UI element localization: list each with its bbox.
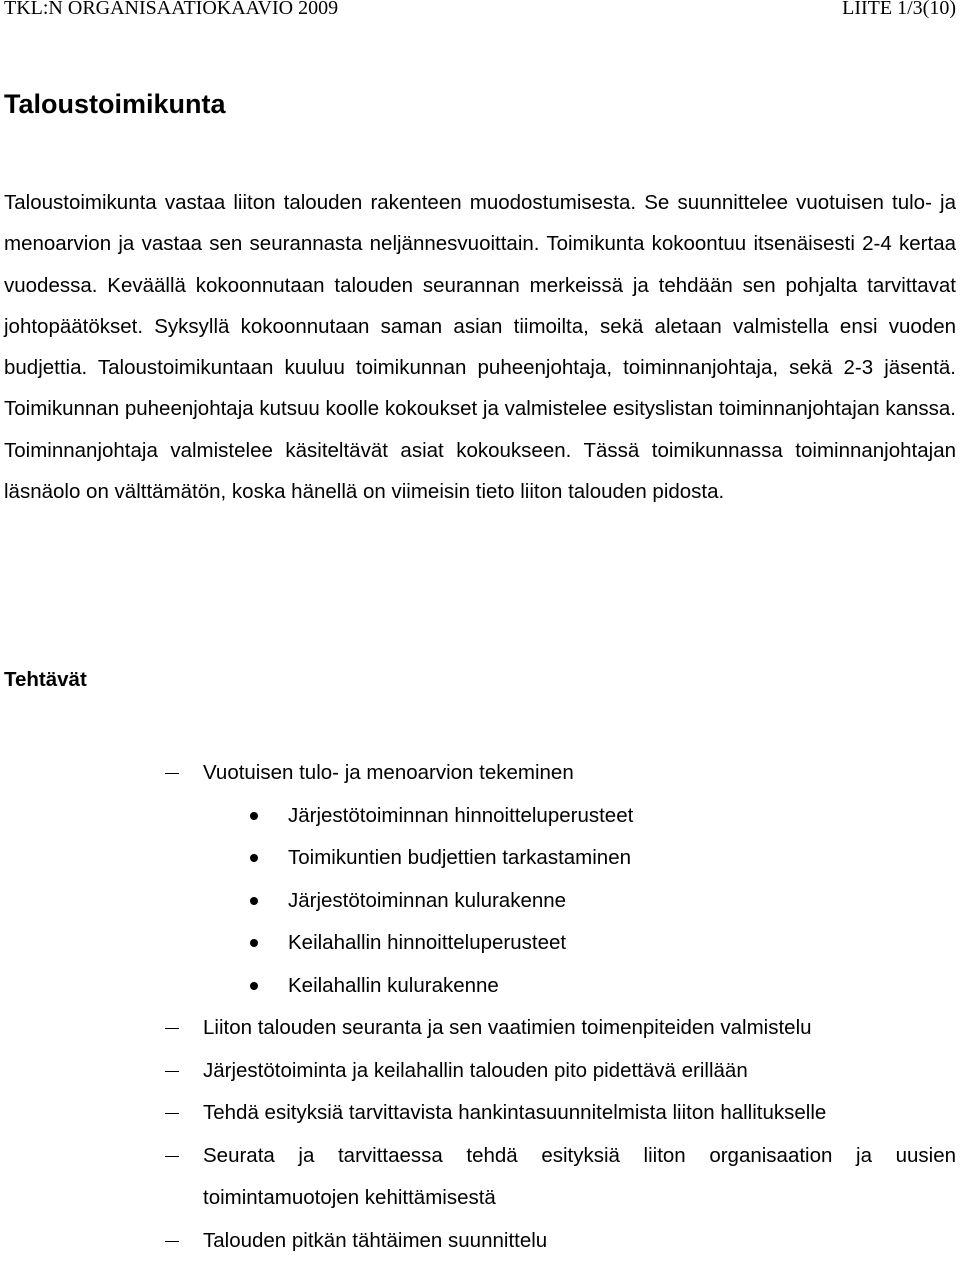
subtask-text: Keilahallin hinnoitteluperusteet — [288, 931, 566, 954]
task-text: Järjestötoiminta ja keilahallin talouden pito pidettävä erillään — [203, 1059, 748, 1082]
dot-bullet-icon — [250, 812, 258, 820]
subtask-item — [0, 965, 960, 1008]
subtask-item — [0, 880, 960, 923]
dot-bullet-icon — [250, 982, 258, 990]
page-title: Taloustoimikunta — [4, 84, 226, 124]
task-item — [0, 1050, 960, 1093]
task-text: Talouden pitkän tähtäimen suunnittelu — [203, 1229, 547, 1252]
page-header — [4, 0, 956, 22]
dash-bullet-icon — [165, 1156, 179, 1157]
dash-bullet-icon — [165, 1113, 179, 1114]
subtask-item — [0, 922, 960, 965]
dash-bullet-icon — [165, 1028, 179, 1029]
task-item — [0, 1007, 960, 1050]
dot-bullet-icon — [250, 897, 258, 905]
task-item — [0, 752, 960, 795]
subtask-item — [0, 795, 960, 838]
dash-bullet-icon — [165, 773, 179, 774]
task-item — [0, 1220, 960, 1262]
header-appendix-number: LIITE 1/3(10) — [842, 0, 956, 22]
header-document-title: TKL:N ORGANISAATIOKAAVIO 2009 — [4, 0, 338, 22]
intro-paragraph: Taloustoimikunta vastaa liiton talouden rakenteen muodostumisesta. Se suunnittelee vuotuisen tulo- ja menoarvion ja vastaa sen seurannasta neljännesvuoittain. Toimikunta kokoontuu itsenäisesti 2-4 kertaa vuodessa. Keväällä kokoonnutaan talouden seurannan merkeissä ja tehdään sen pohjalta tarvittavat johtopäätökset. Syksyllä kokoonnutaan saman asian tiimoilta, sekä aletaan valmistella ensi vuoden budjettia. Taloustoimikuntaan kuuluu toimikunnan puheenjohtaja, toiminnanjohtaja, sekä 2-3 jäsentä. Toimikunnan puheenjohtaja kutsuu koolle kokoukset ja valmistelee esityslistan toiminnanjohtajan kanssa. Toiminnanjohtaja valmistelee käsiteltävät asiat kokoukseen. Tässä toimikunnassa toiminnanjohtajan läsnäolo on välttämätön, koska hänellä on viimeisin tieto liiton talouden pidosta. — [4, 182, 956, 512]
task-item — [0, 1092, 960, 1135]
tasks-list — [0, 752, 960, 1262]
subtask-text: Keilahallin kulurakenne — [288, 974, 499, 997]
task-text: Vuotuisen tulo- ja menoarvion tekeminen — [203, 761, 574, 784]
dash-bullet-icon — [165, 1071, 179, 1072]
subtask-text: Toimikuntien budjettien tarkastaminen — [288, 846, 631, 869]
task-item — [0, 1135, 960, 1220]
subtask-text: Järjestötoiminnan hinnoitteluperusteet — [288, 804, 633, 827]
subtask-item — [0, 837, 960, 880]
task-text: Liiton talouden seuranta ja sen vaatimien toimenpiteiden valmistelu — [203, 1016, 812, 1039]
tasks-heading: Tehtävät — [4, 662, 87, 698]
dash-bullet-icon — [165, 1241, 179, 1242]
task-text: Seurata ja tarvittaessa tehdä esityksiä liiton organisaation ja uusien toimintamuotojen kehittämisestä — [203, 1144, 956, 1210]
task-text: Tehdä esityksiä tarvittavista hankintasuunnitelmista liiton hallitukselle — [203, 1101, 826, 1124]
dot-bullet-icon — [250, 854, 258, 862]
dot-bullet-icon — [250, 939, 258, 947]
subtask-text: Järjestötoiminnan kulurakenne — [288, 889, 566, 912]
